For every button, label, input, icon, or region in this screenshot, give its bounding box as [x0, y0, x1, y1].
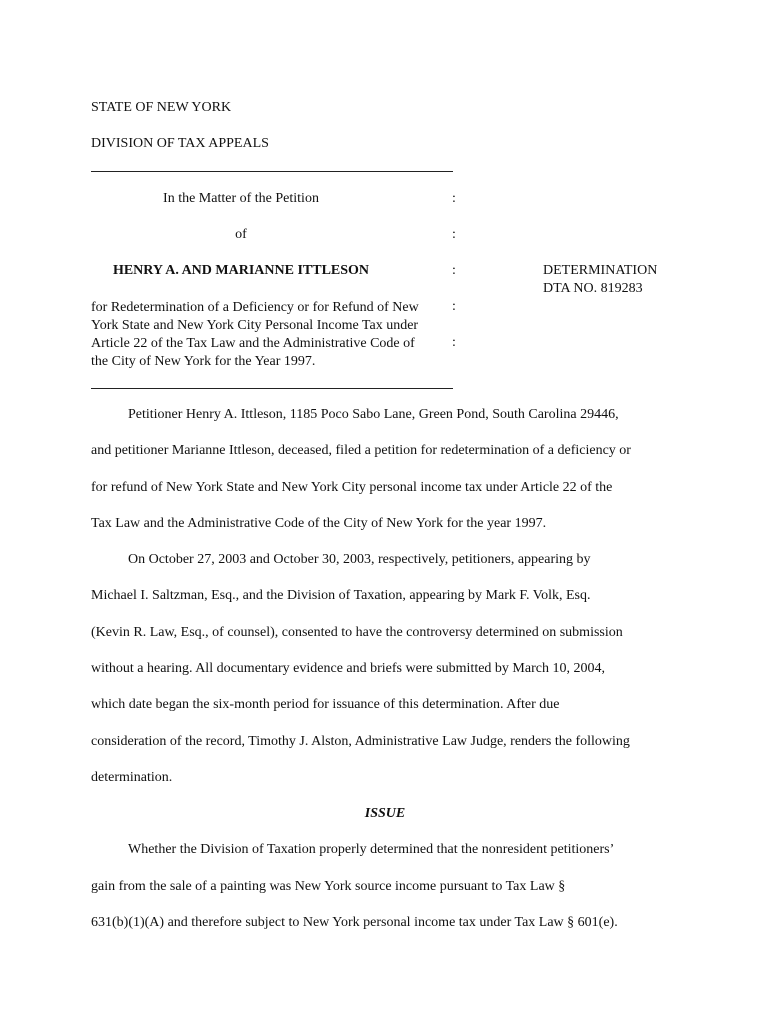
body-line: which date began the six-month period for issuance of this determination. After due: [91, 697, 560, 712]
caption-colon-4: :: [452, 299, 456, 314]
caption-purpose-line: York State and New York City Personal Income Tax under: [91, 318, 419, 333]
body-line: gain from the sale of a painting was New York source income pursuant to Tax Law §: [91, 879, 566, 894]
body-line: consideration of the record, Timothy J. Alston, Administrative Law Judge, renders the following: [91, 734, 630, 749]
body-line: 631(b)(1)(A) and therefore subject to New York personal income tax under Tax Law § 601(e).: [91, 915, 618, 930]
caption-petitioners: HENRY A. AND MARIANNE ITTLESON: [112, 263, 370, 278]
body-line: Whether the Division of Taxation properly determined that the nonresident petitioners’: [128, 842, 615, 857]
body-line: without a hearing. All documentary evidence and briefs were submitted by March 10, 2004,: [91, 661, 605, 676]
body-line: for refund of New York State and New York City personal income tax under Article 22 of the: [91, 480, 613, 495]
body-line: Michael I. Saltzman, Esq., and the Division of Taxation, appearing by Mark F. Volk, Esq.: [91, 588, 591, 603]
body-line: On October 27, 2003 and October 30, 2003, respectively, petitioners, appearing by: [128, 552, 591, 567]
body-line: Tax Law and the Administrative Code of the City of New York for the year 1997.: [91, 516, 547, 531]
caption-matter: In the Matter of the Petition: [163, 191, 319, 206]
caption-bottom-rule: [91, 388, 453, 389]
dta-number: DTA NO. 819283: [543, 281, 643, 296]
body-line: and petitioner Marianne Ittleson, deceased, filed a petition for redetermination of a deficiency or: [91, 443, 631, 458]
issue-heading: ISSUE: [364, 806, 406, 821]
caption-colon-1: :: [452, 191, 456, 206]
body-line: Petitioner Henry A. Ittleson, 1185 Poco Sabo Lane, Green Pond, South Carolina 29446,: [128, 407, 619, 422]
caption-top-rule: [91, 171, 453, 172]
caption-colon-2: :: [452, 227, 456, 242]
caption-purpose-line: the City of New York for the Year 1997.: [91, 354, 316, 369]
caption-purpose: [91, 299, 453, 371]
caption-of: of: [235, 227, 247, 242]
division-heading: DIVISION OF TAX APPEALS: [91, 136, 269, 151]
caption-purpose-line: Article 22 of the Tax Law and the Administrative Code of: [91, 336, 415, 351]
caption-colon-5: :: [452, 335, 456, 350]
body-line: determination.: [91, 770, 173, 785]
state-heading: STATE OF NEW YORK: [91, 100, 232, 115]
determination-title: DETERMINATION: [543, 263, 658, 278]
body-line: (Kevin R. Law, Esq., of counsel), consented to have the controversy determined on submission: [91, 625, 623, 640]
caption-colon-3: :: [452, 263, 456, 278]
caption-purpose-line: for Redetermination of a Deficiency or for Refund of New: [91, 300, 419, 315]
